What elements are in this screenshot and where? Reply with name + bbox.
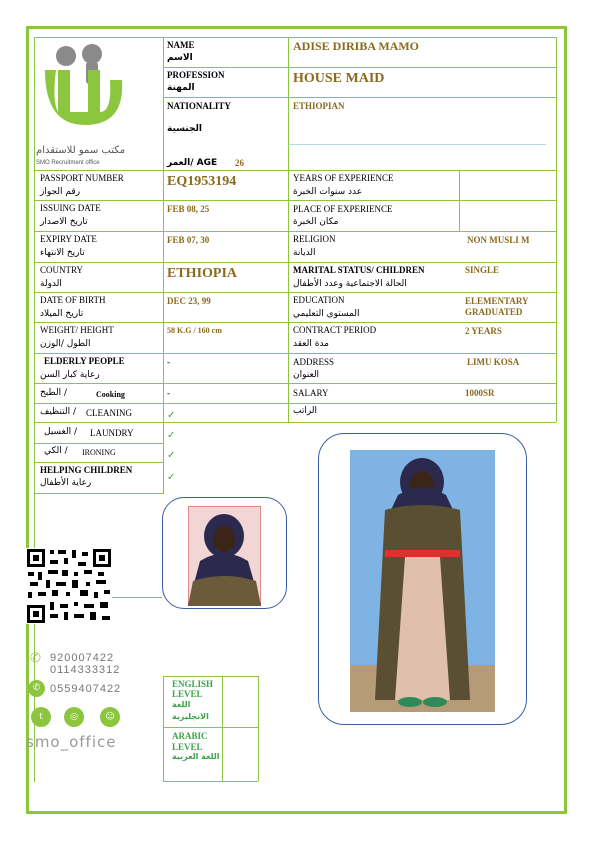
ironing-label-ar: الكي / bbox=[44, 446, 68, 456]
dob-value: DEC 23, 99 bbox=[167, 296, 211, 306]
elderly-label-ar: رعاية كبار السن bbox=[40, 370, 100, 380]
english-level-label-ar-1: اللغة bbox=[172, 700, 191, 709]
arabic-level-label-1: ARABIC bbox=[172, 731, 208, 741]
marital-label-ar: الحالة الاجتماعية وعدد الأطفال bbox=[293, 279, 407, 289]
cleaning-label: CLEANING bbox=[86, 408, 132, 418]
twitter-icon[interactable]: t bbox=[31, 707, 51, 727]
place-label-ar: مكان الخبرة bbox=[293, 217, 339, 227]
children-label: HELPING CHILDREN bbox=[40, 465, 133, 475]
name-label-ar: الاسم bbox=[167, 53, 193, 63]
experience-label-ar: عدد سنوات الخبرة bbox=[293, 187, 363, 197]
address-label-ar: العنوان bbox=[293, 370, 320, 380]
salary-label: SALARY bbox=[293, 388, 329, 398]
phone-icon: ✆ bbox=[30, 651, 41, 666]
ironing-label: IRONING bbox=[82, 448, 116, 457]
nationality-label: NATIONALITY bbox=[167, 101, 231, 111]
snapchat-icon[interactable]: ☺ bbox=[100, 707, 120, 727]
profession-value: HOUSE MAID bbox=[293, 71, 385, 86]
ironing-check: ✓ bbox=[167, 450, 176, 461]
whatsapp-icon: ✆ bbox=[28, 680, 45, 697]
laundry-label: LAUNDRY bbox=[90, 428, 134, 438]
children-check: ✓ bbox=[167, 472, 176, 483]
name-label: NAME bbox=[167, 40, 195, 50]
passport-value: EQ1953194 bbox=[167, 174, 237, 189]
whatsapp-number: 0559407422 bbox=[50, 683, 122, 695]
expiry-value: FEB 07, 30 bbox=[167, 235, 210, 245]
cooking-label: Cooking bbox=[96, 390, 125, 399]
phone-1: 920007422 bbox=[50, 652, 115, 664]
english-level-label-ar-2: الانجليزية bbox=[172, 712, 209, 721]
age-label: العمر/ AGE bbox=[167, 158, 218, 168]
country-label-ar: الدولة bbox=[40, 279, 62, 289]
english-level-label-1: ENGLISH bbox=[172, 679, 214, 689]
smo-logo bbox=[40, 40, 130, 135]
large-photo bbox=[350, 450, 495, 712]
address-value: LIMU KOSA bbox=[467, 357, 520, 367]
instagram-icon[interactable]: ◎ bbox=[64, 707, 84, 727]
issue-label: ISSUING DATE bbox=[40, 203, 101, 213]
salary-label-ar: الراتب bbox=[293, 406, 318, 416]
contract-label: CONTRACT PERIOD bbox=[293, 325, 377, 335]
logo-text: مكتب سمو للاستقدام bbox=[36, 145, 126, 156]
issue-value: FEB 08, 25 bbox=[167, 204, 210, 214]
cleaning-check: ✓ bbox=[167, 410, 176, 421]
weight-height-label: WEIGHT/ HEIGHT bbox=[40, 325, 114, 335]
marital-label: MARITAL STATUS/ CHILDREN bbox=[293, 265, 425, 275]
expiry-label: EXPIRY DATE bbox=[40, 234, 97, 244]
cleaning-label-ar: التنظيف / bbox=[40, 407, 76, 417]
education-value-2: GRADUATED bbox=[465, 307, 523, 317]
laundry-label-ar: الغسيل / bbox=[44, 427, 78, 437]
elderly-label: ELDERLY PEOPLE bbox=[44, 356, 125, 366]
arabic-level-label-ar: اللغة العربية bbox=[172, 752, 220, 761]
social-handle: smo_office bbox=[26, 733, 117, 751]
salary-value: 1000SR bbox=[465, 388, 495, 398]
arabic-level-label-2: LEVEL bbox=[172, 742, 203, 752]
profession-label-ar: المهنة bbox=[167, 83, 195, 93]
phone-2: 0114333312 bbox=[50, 664, 121, 676]
small-photo bbox=[188, 506, 261, 606]
place-label: PLACE OF EXPERIENCE bbox=[293, 204, 393, 214]
dob-label-ar: تاريخ الميلاد bbox=[40, 309, 84, 319]
logo-subtitle: SMO Recruitment office bbox=[36, 160, 100, 166]
elderly-value: - bbox=[167, 357, 170, 367]
laundry-check: ✓ bbox=[167, 430, 176, 441]
cooking-value: - bbox=[167, 388, 170, 398]
issue-label-ar: تاريخ الاصدار bbox=[40, 217, 88, 227]
religion-label-ar: الديانة bbox=[293, 248, 316, 258]
expiry-label-ar: تاريخ الانتهاء bbox=[40, 248, 85, 258]
address-label: ADDRESS bbox=[293, 357, 335, 367]
education-label-ar: المستوي التعليمي bbox=[293, 309, 360, 319]
cooking-label-ar: الطبخ / bbox=[40, 388, 68, 398]
education-value-1: ELEMENTARY bbox=[465, 296, 529, 306]
marital-value: SINGLE bbox=[465, 265, 500, 275]
profession-label: PROFESSION bbox=[167, 70, 225, 80]
contract-value: 2 YEARS bbox=[465, 326, 502, 336]
passport-label: PASSPORT NUMBER bbox=[40, 173, 124, 183]
name-value: ADISE DIRIBA MAMO bbox=[293, 39, 420, 53]
nationality-label-ar: الجنسية bbox=[167, 124, 202, 134]
dob-label: DATE OF BIRTH bbox=[40, 295, 106, 305]
experience-label: YEARS OF EXPERIENCE bbox=[293, 173, 394, 183]
english-level-label-2: LEVEL bbox=[172, 689, 203, 699]
country-label: COUNTRY bbox=[40, 265, 84, 275]
children-label-ar: رعاية الأطفال bbox=[40, 478, 92, 488]
religion-value: NON MUSLI M bbox=[467, 235, 530, 245]
country-value: ETHIOPIA bbox=[167, 266, 238, 281]
weight-height-value: 58 K.G / 160 cm bbox=[167, 326, 222, 335]
passport-label-ar: رقم الجواز bbox=[40, 187, 81, 197]
contract-label-ar: مدة العقد bbox=[293, 339, 329, 349]
age-value: 26 bbox=[235, 158, 244, 168]
nationality-value: ETHIOPIAN bbox=[293, 101, 345, 111]
weight-height-label-ar: الطول /الوزن bbox=[40, 339, 91, 349]
religion-label: RELIGION bbox=[293, 234, 336, 244]
education-label: EDUCATION bbox=[293, 295, 345, 305]
qr-code bbox=[26, 548, 112, 624]
